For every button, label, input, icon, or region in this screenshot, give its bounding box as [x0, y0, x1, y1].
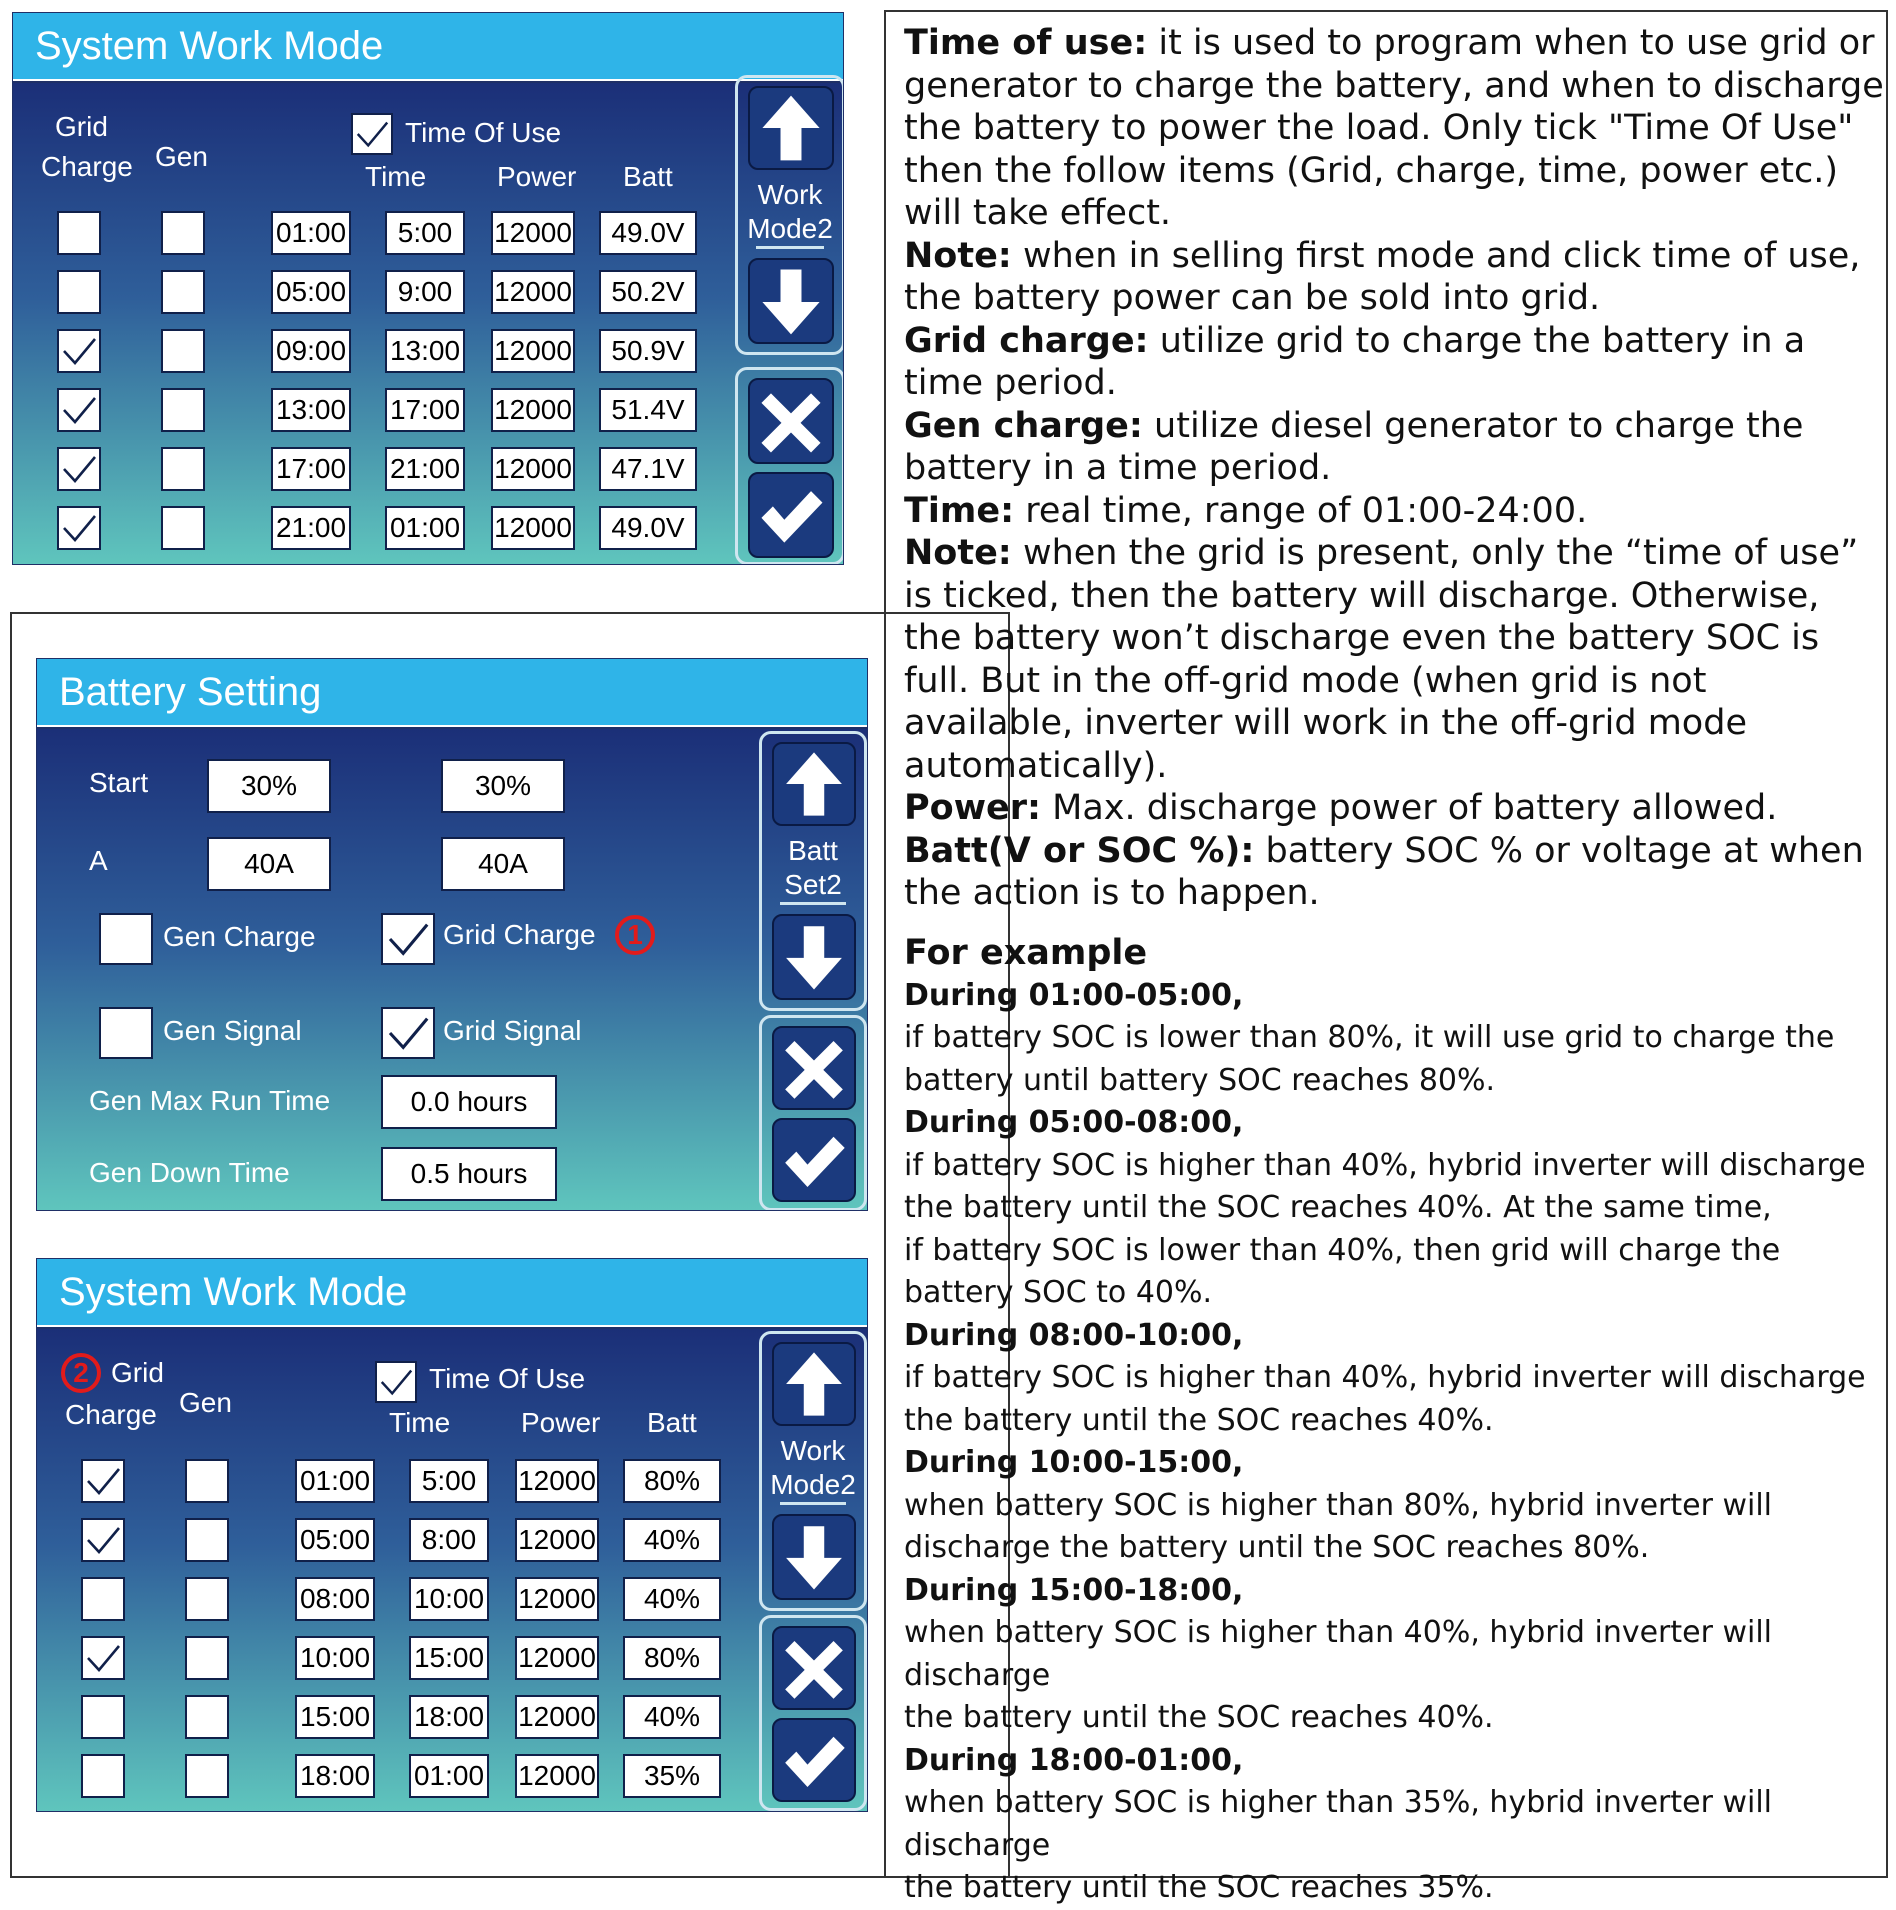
scroll-up-button[interactable] — [748, 86, 834, 170]
example-line: when battery SOC is higher than 80%, hybrid inverter will — [904, 1487, 1773, 1523]
grid-charge-checkbox[interactable] — [81, 1577, 125, 1621]
time-start-cell[interactable]: 01:00 — [271, 211, 351, 255]
panel-title: System Work Mode — [13, 13, 843, 79]
batt-cell[interactable]: 49.0V — [599, 506, 697, 550]
batt-cell[interactable]: 51.4V — [599, 388, 697, 432]
col-time: Time — [389, 1407, 451, 1438]
gen-checkbox[interactable] — [161, 329, 205, 373]
batt-cell[interactable]: 50.9V — [599, 329, 697, 373]
start-value-1[interactable]: 30% — [207, 759, 331, 813]
col-batt: Batt — [647, 1407, 697, 1438]
battery-setting-panel — [36, 658, 868, 1211]
cancel-button[interactable] — [772, 1026, 856, 1110]
example-item — [904, 1740, 1884, 1910]
example-line: when battery SOC is higher than 40%, hybrid inverter will discharge — [904, 1615, 1773, 1693]
side-nav-group — [759, 731, 867, 1011]
action-group — [759, 1015, 867, 1211]
panel-title: System Work Mode — [37, 1259, 867, 1325]
example-item — [904, 1570, 1884, 1740]
time-start-cell[interactable]: 09:00 — [271, 329, 351, 373]
example-period: During 10:00-15:00, — [904, 1445, 1244, 1480]
batt-cell[interactable]: 40% — [623, 1577, 721, 1621]
example-item — [904, 975, 1884, 1103]
example-line: when battery SOC is higher than 35%, hybrid inverter will discharge — [904, 1785, 1773, 1863]
time-end-cell[interactable]: 10:00 — [409, 1577, 489, 1621]
gen-checkbox[interactable] — [185, 1636, 229, 1680]
col-gen: Gen — [155, 141, 208, 172]
col-grid-charge-line1: Grid — [111, 1357, 164, 1388]
gen-down-time-label: Gen Down Time — [89, 1157, 290, 1188]
example-line: the battery until the SOC reaches 40%. — [904, 1402, 1494, 1438]
time-end-cell[interactable]: 21:00 — [385, 447, 465, 491]
time-of-use-label: Time Of Use — [405, 117, 562, 148]
grid-charge-checkbox[interactable] — [81, 1695, 125, 1739]
time-of-use-checkbox[interactable] — [351, 113, 393, 155]
col-grid-charge-line2: Charge — [41, 151, 133, 182]
example-item — [904, 1442, 1884, 1570]
checkmark-icon — [59, 508, 99, 548]
arrow-up-icon — [750, 88, 832, 168]
gen-checkbox[interactable] — [185, 1459, 229, 1503]
a-value-2[interactable]: 40A — [441, 837, 565, 891]
power-cell[interactable]: 12000 — [515, 1695, 599, 1739]
close-icon — [774, 1028, 854, 1108]
power-cell[interactable]: 12000 — [491, 506, 575, 550]
marker-2: 2 — [61, 1353, 101, 1393]
scroll-up-button[interactable] — [772, 742, 856, 826]
checkmark-icon — [59, 390, 99, 430]
cancel-button[interactable] — [748, 378, 834, 464]
checkmark-icon — [59, 331, 99, 371]
desc-grid-charge: Grid charge: utilize grid to charge the battery in a time period. — [904, 320, 1806, 403]
panel-body — [13, 83, 843, 564]
batt-cell[interactable]: 49.0V — [599, 211, 697, 255]
scroll-down-button[interactable] — [748, 258, 834, 344]
gen-checkbox[interactable] — [161, 388, 205, 432]
arrow-up-icon — [774, 744, 854, 824]
power-cell[interactable]: 12000 — [515, 1518, 599, 1562]
time-end-cell[interactable]: 5:00 — [409, 1459, 489, 1503]
time-end-cell[interactable]: 13:00 — [385, 329, 465, 373]
arrow-down-icon — [774, 916, 854, 998]
power-cell[interactable]: 12000 — [515, 1754, 599, 1798]
batt-cell[interactable]: 47.1V — [599, 447, 697, 491]
checkmark-icon — [377, 1363, 415, 1401]
time-start-cell[interactable]: 21:00 — [271, 506, 351, 550]
example-line: the battery until the SOC reaches 35%. — [904, 1870, 1494, 1905]
desc-time: Time: real time, range of 01:00-24:00. — [904, 490, 1588, 531]
grid-charge-checkbox[interactable] — [57, 270, 101, 314]
action-group — [759, 1615, 867, 1811]
batt-cell[interactable]: 80% — [623, 1636, 721, 1680]
time-start-cell[interactable]: 13:00 — [271, 388, 351, 432]
grid-charge-checkbox[interactable] — [57, 211, 101, 255]
grid-charge-checkbox[interactable] — [81, 1459, 125, 1503]
batt-cell[interactable]: 50.2V — [599, 270, 697, 314]
gen-signal-checkbox[interactable] — [99, 1007, 153, 1059]
a-label: A — [89, 845, 108, 876]
side-nav-group — [759, 1331, 867, 1611]
grid-signal-checkbox[interactable] — [381, 1007, 435, 1059]
example-line: discharge the battery until the SOC reaches 80%. — [904, 1530, 1650, 1565]
gen-down-time-value[interactable]: 0.5 hours — [381, 1147, 557, 1201]
grid-charge-checkbox[interactable] — [81, 1518, 125, 1562]
grid-charge-checkbox[interactable] — [57, 506, 101, 550]
gen-signal-label: Gen Signal — [163, 1015, 302, 1046]
confirm-button[interactable] — [748, 472, 834, 558]
cancel-button[interactable] — [772, 1626, 856, 1710]
side-label: Batt Set2 — [784, 835, 842, 900]
time-end-cell[interactable]: 17:00 — [385, 388, 465, 432]
panel-body — [37, 1329, 867, 1811]
panel-title: Battery Setting — [37, 659, 867, 725]
col-batt: Batt — [623, 161, 673, 192]
gen-charge-checkbox[interactable] — [99, 913, 153, 965]
example-period: During 18:00-01:00, — [904, 1742, 1244, 1778]
close-icon — [774, 1628, 854, 1708]
check-icon — [774, 1120, 854, 1200]
scroll-down-button[interactable] — [772, 914, 856, 1000]
grid-charge-checkbox[interactable] — [81, 1636, 125, 1680]
confirm-button[interactable] — [772, 1718, 856, 1802]
grid-charge-checkbox[interactable] — [81, 1754, 125, 1798]
side-divider — [756, 246, 824, 249]
panel-body — [37, 729, 867, 1210]
gen-max-run-time-label: Gen Max Run Time — [89, 1085, 331, 1116]
a-value-1[interactable]: 40A — [207, 837, 331, 891]
scroll-down-button[interactable] — [772, 1514, 856, 1600]
example-title: For example — [904, 932, 1148, 973]
time-start-cell[interactable]: 10:00 — [295, 1636, 375, 1680]
scroll-up-button[interactable] — [772, 1342, 856, 1426]
batt-cell[interactable]: 40% — [623, 1695, 721, 1739]
gen-checkbox[interactable] — [161, 211, 205, 255]
power-cell[interactable]: 12000 — [515, 1459, 599, 1503]
side-divider — [780, 902, 846, 905]
grid-charge-label: Grid Charge — [443, 919, 596, 950]
time-start-cell[interactable]: 18:00 — [295, 1754, 375, 1798]
col-power: Power — [521, 1407, 601, 1438]
desc-gen-charge: Gen charge: utilize diesel generator to charge the battery in a time period. — [904, 405, 1804, 488]
time-of-use-label: Time Of Use — [429, 1363, 586, 1394]
gen-checkbox[interactable] — [161, 506, 205, 550]
col-time: Time — [365, 161, 427, 192]
time-start-cell[interactable]: 05:00 — [271, 270, 351, 314]
desc-batt: Batt(V or SOC %): battery SOC % or voltage at when the action is to happen. — [904, 830, 1864, 913]
power-cell[interactable]: 12000 — [515, 1636, 599, 1680]
time-start-cell[interactable]: 08:00 — [295, 1577, 375, 1621]
system-work-mode-panel-1 — [12, 12, 844, 565]
checkmark-icon — [83, 1461, 123, 1501]
gen-checkbox[interactable] — [161, 270, 205, 314]
arrow-up-icon — [774, 1344, 854, 1424]
example-line: if battery SOC is lower than 80%, it will use grid to charge the — [904, 1020, 1835, 1055]
close-icon — [750, 380, 832, 462]
description-text — [904, 22, 1884, 1910]
gen-charge-label: Gen Charge — [163, 921, 316, 952]
example-list — [904, 975, 1884, 1910]
time-end-cell[interactable]: 18:00 — [409, 1695, 489, 1739]
example-line: if battery SOC is higher than 40%, hybrid inverter will discharge — [904, 1360, 1866, 1395]
example-period: During 01:00-05:00, — [904, 977, 1244, 1013]
start-value-2[interactable]: 30% — [441, 759, 565, 813]
gen-checkbox[interactable] — [185, 1754, 229, 1798]
checkmark-icon — [83, 1520, 123, 1560]
grid-charge-checkbox[interactable] — [57, 447, 101, 491]
checkmark-icon — [353, 115, 391, 153]
col-gen: Gen — [179, 1387, 232, 1418]
desc-note-1: Note: when in selling first mode and click time of use, the battery power can be sold into grid. — [904, 235, 1861, 318]
time-end-cell[interactable]: 01:00 — [409, 1754, 489, 1798]
example-line: the battery until the SOC reaches 40%. — [904, 1700, 1494, 1735]
time-end-cell[interactable]: 15:00 — [409, 1636, 489, 1680]
example-line: if battery SOC is higher than 40%, hybrid inverter will discharge — [904, 1147, 1866, 1183]
example-line: battery until battery SOC reaches 80%. — [904, 1062, 1496, 1098]
grid-charge-checkbox[interactable] — [57, 388, 101, 432]
gen-max-run-time-value[interactable]: 0.0 hours — [381, 1075, 557, 1129]
side-label: Work Mode2 — [770, 1435, 856, 1500]
time-end-cell[interactable]: 01:00 — [385, 506, 465, 550]
example-line: if battery SOC is lower than 40%, then grid will charge the — [904, 1232, 1781, 1268]
marker-1: 1 — [615, 915, 655, 955]
time-start-cell[interactable]: 01:00 — [295, 1459, 375, 1503]
power-cell[interactable]: 12000 — [491, 447, 575, 491]
side-nav-group — [735, 75, 844, 355]
batt-cell[interactable]: 35% — [623, 1754, 721, 1798]
power-cell[interactable]: 12000 — [491, 211, 575, 255]
checkmark-icon — [383, 1009, 433, 1057]
checkmark-icon — [83, 1638, 123, 1678]
time-start-cell[interactable]: 17:00 — [271, 447, 351, 491]
power-cell[interactable]: 12000 — [491, 329, 575, 373]
checkmark-icon — [383, 915, 433, 963]
example-period: During 15:00-18:00, — [904, 1572, 1244, 1608]
grid-charge-checkbox[interactable] — [381, 913, 435, 965]
example-item — [904, 1102, 1884, 1315]
action-group — [735, 367, 844, 565]
gen-checkbox[interactable] — [185, 1518, 229, 1562]
desc-note-2: Note: when the grid is present, only the “time of use” is ticked, then the battery will discharge. Otherwise, the battery won’t discharge even the battery SOC is full. But in the off-grid mode (when grid is not available, inverter will work in the off-grid mode automatically). — [904, 533, 1859, 786]
power-cell[interactable]: 12000 — [515, 1577, 599, 1621]
check-icon — [750, 474, 832, 556]
power-cell[interactable]: 12000 — [491, 270, 575, 314]
time-start-cell[interactable]: 05:00 — [295, 1518, 375, 1562]
col-grid-charge-line1: Grid — [55, 111, 108, 142]
grid-signal-label: Grid Signal — [443, 1015, 582, 1046]
col-power: Power — [497, 161, 577, 192]
power-cell[interactable]: 12000 — [491, 388, 575, 432]
desc-power: Power: Max. discharge power of battery allowed. — [904, 788, 1778, 828]
time-end-cell[interactable]: 8:00 — [409, 1518, 489, 1562]
start-label: Start — [89, 767, 149, 798]
example-line: the battery until the SOC reaches 40%. At the same time, — [904, 1190, 1772, 1225]
confirm-button[interactable] — [772, 1118, 856, 1202]
time-start-cell[interactable]: 15:00 — [295, 1695, 375, 1739]
arrow-down-icon — [774, 1516, 854, 1598]
example-line: battery SOC to 40%. — [904, 1275, 1213, 1310]
arrow-down-icon — [750, 260, 832, 342]
side-divider — [780, 1502, 846, 1505]
system-work-mode-panel-2 — [36, 1258, 868, 1812]
time-of-use-checkbox[interactable] — [375, 1361, 417, 1403]
time-end-cell[interactable]: 9:00 — [385, 270, 465, 314]
gen-checkbox[interactable] — [161, 447, 205, 491]
checkmark-icon — [59, 449, 99, 489]
col-grid-charge-line2: Charge — [65, 1399, 157, 1430]
example-period: During 05:00-08:00, — [904, 1105, 1244, 1140]
time-end-cell[interactable]: 5:00 — [385, 211, 465, 255]
example-period: During 08:00-10:00, — [904, 1317, 1244, 1353]
desc-time-of-use: Time of use: it is used to program when to use grid or generator to charge the battery, and when to discharge the battery to power the load. Only tick "Time Of Use" then the follow items (Grid, charge, time, power etc.) will take effect. — [904, 23, 1884, 233]
gen-checkbox[interactable] — [185, 1577, 229, 1621]
grid-charge-checkbox[interactable] — [57, 329, 101, 373]
batt-cell[interactable]: 40% — [623, 1518, 721, 1562]
check-icon — [774, 1720, 854, 1800]
side-label: Work Mode2 — [747, 179, 833, 244]
batt-cell[interactable]: 80% — [623, 1459, 721, 1503]
example-item — [904, 1315, 1884, 1443]
gen-checkbox[interactable] — [185, 1695, 229, 1739]
